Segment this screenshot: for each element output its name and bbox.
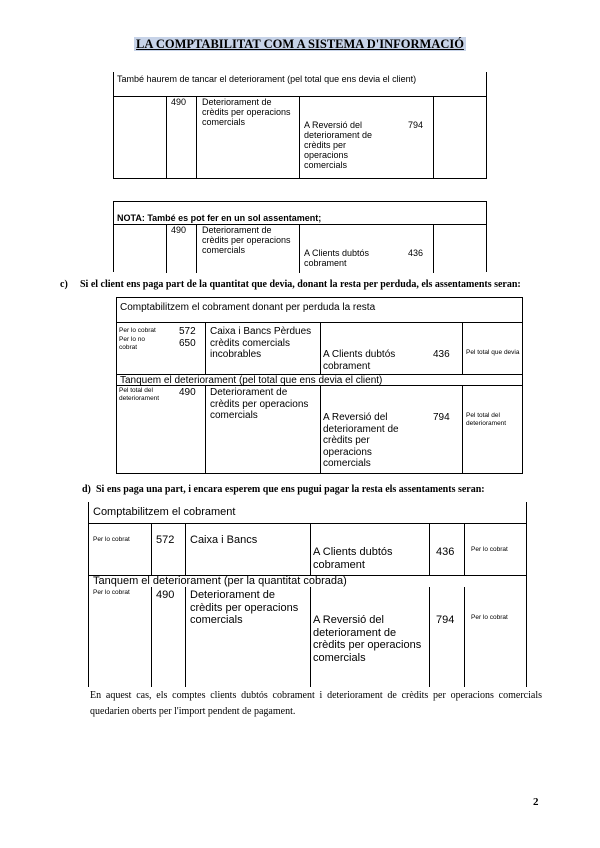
table1-debit-code: 490 — [167, 97, 197, 179]
page-title-text: LA COMPTABILITAT COM A SISTEMA D'INFORMACIÓ — [136, 37, 464, 51]
table-c-caption1: Comptabilitzem el cobrament donant per perduda la resta — [120, 302, 376, 313]
table-d-row2 — [89, 587, 526, 687]
table-d-row1 — [89, 523, 526, 576]
table-c-credit1: A Clients dubtós cobrament — [323, 349, 396, 372]
table-d-note1: Per lo cobrat — [93, 536, 130, 543]
table2 — [113, 201, 487, 272]
table-d-credit-code1: 436 — [429, 524, 465, 576]
table-d-credit2: A Reversió del deteriorament de crèdits per operacions comercials — [313, 614, 422, 664]
table-d-right-note1: Per lo cobrat — [471, 546, 508, 553]
table-c-row2 — [117, 386, 522, 474]
closing-paragraph: En aquest cas, els comptes clients dubtós cobrament i deteriorament de crèdits per operacions comercials quedarien oberts per l'import pendent de pagament. — [90, 690, 542, 717]
table1-credit-account: A Reversió del deteriorament de crèdits per operacions comercials — [304, 120, 373, 170]
table1 — [113, 72, 487, 179]
table2-credit-account: A Clients dubtós cobrament — [304, 248, 370, 268]
section-d-label: d) — [82, 484, 91, 495]
section-c-label: c) — [60, 279, 68, 290]
page-number: 2 — [533, 796, 539, 808]
table-d-account2: Deteriorament de crèdits per operacions comercials — [185, 587, 311, 687]
table1-credit-code: 794 — [394, 97, 434, 179]
table2-col-note — [114, 225, 167, 273]
table-c-note2: Pel total del deteriorament — [119, 387, 160, 402]
table2-row — [114, 224, 486, 273]
table2-credit-code: 436 — [394, 225, 434, 273]
table-c-right-note2: Pel total del deteriorament — [466, 412, 507, 427]
table-c-credit-code1: 436 — [421, 323, 463, 375]
table-c-account2: Deteriorament de crèdits per operacions comercials — [205, 386, 321, 473]
table1-row — [114, 96, 486, 179]
table1-debit-account: Deteriorament de crèdits per operacions comercials — [198, 97, 300, 179]
table-d-account1: Caixa i Bancs — [185, 524, 311, 576]
table-c — [116, 297, 523, 474]
table-d-code1: 572 — [151, 524, 185, 576]
table2-caption: NOTA: També es pot fer en un sol assentament; — [117, 213, 322, 223]
table-c-code1b: 650 — [179, 338, 196, 349]
table-d-caption2: Tanquem el deteriorament (per la quantitat cobrada) — [89, 575, 526, 587]
table-d-note2: Per lo cobrat — [93, 589, 130, 596]
table2-debit-account: Deteriorament de crèdits per operacions comercials — [198, 225, 300, 273]
table-c-code1a: 572 — [179, 326, 196, 337]
table-c-row1 — [117, 322, 522, 375]
table-d — [88, 502, 527, 687]
table-c-credit2: A Reversió del deteriorament de crèdits per operacions comercials — [323, 412, 399, 469]
table1-col-note — [114, 97, 167, 179]
section-d-text: Si ens paga una part, i encara esperem que ens pugui pagar la resta els assentaments seran: — [96, 484, 485, 495]
table1-caption: També haurem de tancar el deteriorament (pel total que ens devia el client) — [117, 74, 417, 84]
table-c-caption2: Tanquem el deteriorament (pel total que ens devia el client) — [117, 374, 522, 386]
table2-top-border — [113, 201, 487, 202]
table2-debit-code: 490 — [167, 225, 197, 273]
table-c-note1b: Per lo no cobrat — [119, 336, 146, 351]
table-d-code2: 490 — [151, 587, 185, 687]
table-c-right-note1: Pel total que devia — [466, 349, 520, 356]
table-c-note1a: Per lo cobrat — [119, 327, 156, 334]
table-c-code2: 490 — [179, 387, 196, 398]
table-d-caption1: Comptabilitzem el cobrament — [93, 506, 236, 518]
table-c-account1: Caixa i Bancs Pèrdues crèdits comercials incobrables — [205, 323, 321, 375]
table-d-credit1: A Clients dubtós cobrament — [313, 546, 393, 571]
section-c-text: Si el client ens paga part de la quantitat que devia, donant la resta per perduda, els assentaments seran: — [80, 279, 521, 290]
table-d-right-note2: Per lo cobrat — [471, 614, 508, 621]
table-c-credit-code2: 794 — [421, 386, 463, 473]
table-d-credit-code2: 794 — [429, 587, 465, 687]
page-title — [0, 37, 600, 52]
